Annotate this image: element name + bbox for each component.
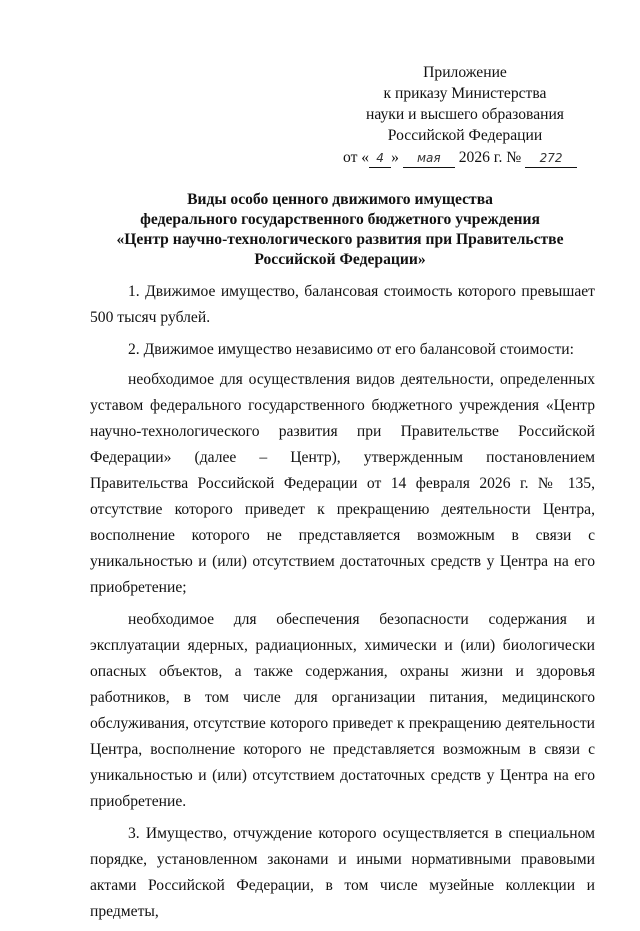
- appendix-label: Приложение: [423, 64, 507, 81]
- appendix-country: Российской Федерации: [387, 127, 543, 144]
- document-title: [80, 190, 600, 270]
- paragraph-5: 3. Имущество, отчуждение которого осуществляется в специальном порядке, установленном законами и иными нормативными правовыми актами Российской Федерации, в том числе музейные коллекции и предметы,: [90, 825, 595, 920]
- appendix-header: [330, 62, 600, 146]
- paragraph-4: необходимое для обеспечения безопасности содержания и эксплуатации ядерных, радиационных, химически и (или) биологически опасных объектов, а также содержания, охраны жизни и здоровья работников, в том числе для организации питания, медицинского обслуживания, отсутствие которого приведет к прекращению деятельности Центра, восполнение которого не представляется возможным в связи с уникальностью и (или) отсутствием достаточных средств у Центра на его приобретение.: [90, 611, 595, 810]
- title-line-1: Виды особо ценного движимого имущества: [187, 191, 493, 208]
- date-prefix: от «: [343, 149, 370, 166]
- title-line-4: Российской Федерации»: [254, 251, 426, 268]
- appendix-ministry: науки и высшего образования: [366, 106, 564, 123]
- date-quote-close: »: [391, 149, 399, 166]
- order-date-line: [343, 147, 593, 168]
- paragraph-2: 2. Движимое имущество независимо от его балансовой стоимости:: [128, 341, 574, 358]
- order-number-handwritten: 272: [525, 150, 577, 168]
- paragraph-3: необходимое для осуществления видов деятельности, определенных уставом федерального государственного бюджетного учреждения «Центр научно-технологического развития при Правительстве Российской Федерации» (далее – Центр), утвержденным постановлением Правительства Российской Федерации от 14 февраля 2026 г. № 135, отсутствие которого приведет к прекращению деятельности Центра, восполнение которого не представляется возможным в связи с уникальностью и (или) отсутствием достаточных средств у Центра на его приобретение;: [90, 371, 595, 596]
- order-year-text: 2026 г. №: [458, 149, 522, 166]
- paragraph-1: 1. Движимое имущество, балансовая стоимость которого превышает 500 тысяч рублей.: [90, 283, 595, 326]
- title-line-2: федерального государственного бюджетного учреждения: [140, 211, 540, 228]
- document-body: [90, 279, 595, 931]
- order-month-handwritten: мая: [403, 150, 455, 168]
- title-line-3: «Центр научно-технологического развития при Правительстве: [116, 231, 564, 248]
- appendix-order-ref: к приказу Министерства: [383, 85, 547, 102]
- order-day-handwritten: 4: [369, 150, 391, 168]
